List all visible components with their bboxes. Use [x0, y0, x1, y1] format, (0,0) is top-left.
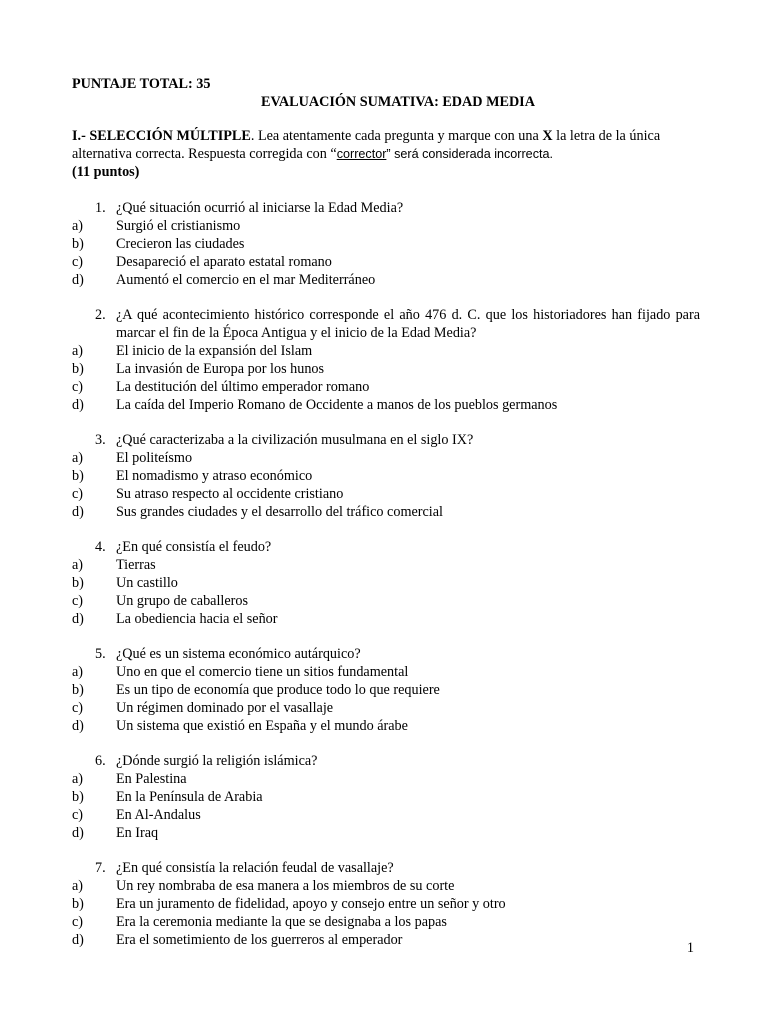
option-letter[interactable]: c) [72, 914, 84, 930]
answer-option[interactable] [72, 574, 700, 592]
question-number: 6. [95, 753, 106, 769]
question-list [72, 199, 700, 966]
question-5 [72, 645, 700, 735]
question-header [72, 306, 700, 342]
option-text: Un rey nombraba de esa manera a los miembros de su corte [116, 878, 455, 894]
option-letter[interactable]: b) [72, 896, 84, 912]
option-letter[interactable]: c) [72, 593, 84, 609]
option-text: En Palestina [116, 771, 187, 787]
option-text: En Iraq [116, 825, 159, 841]
answer-option[interactable] [72, 770, 700, 788]
answer-option[interactable] [72, 931, 700, 949]
answer-option[interactable] [72, 342, 700, 360]
option-letter[interactable]: b) [72, 236, 84, 252]
option-letter[interactable]: a) [72, 343, 84, 359]
section-heading: I.- SELECCIÓN MÚLTIPLE [72, 128, 251, 144]
question-text: ¿Dónde surgió la religión islámica? [116, 753, 318, 769]
option-letter[interactable]: a) [72, 878, 84, 894]
page-number: 1 [686, 940, 694, 956]
option-letter[interactable]: b) [72, 789, 84, 805]
option-letter[interactable]: b) [72, 468, 84, 484]
answer-option[interactable] [72, 913, 700, 931]
answer-option[interactable] [72, 806, 700, 824]
question-number: 1. [95, 200, 106, 216]
option-text: El politeísmo [116, 450, 193, 466]
option-letter[interactable]: d) [72, 825, 84, 841]
option-text: La obediencia hacia el señor [116, 611, 278, 627]
answer-option[interactable] [72, 699, 700, 717]
answer-option[interactable] [72, 681, 700, 699]
question-6 [72, 752, 700, 842]
option-letter[interactable]: c) [72, 807, 84, 823]
answer-option[interactable] [72, 485, 700, 503]
instructions-text-2: la letra de la única [552, 128, 661, 144]
option-letter[interactable]: c) [72, 254, 84, 270]
question-header [72, 199, 700, 217]
option-text: Aumentó el comercio en el mar Mediterráneo [116, 272, 376, 288]
answer-option[interactable] [72, 449, 700, 467]
option-letter[interactable]: d) [72, 397, 84, 413]
instructions-line-1 [72, 127, 700, 145]
option-text: Surgió el cristianismo [116, 218, 241, 234]
option-text: En la Península de Arabia [116, 789, 263, 805]
option-text: Tierras [116, 557, 156, 573]
option-letter[interactable]: a) [72, 664, 84, 680]
answer-option[interactable] [72, 378, 700, 396]
question-text: ¿Qué situación ocurrió al iniciarse la Edad Media? [116, 200, 404, 216]
option-text: Era la ceremonia mediante la que se designaba a los papas [116, 914, 447, 930]
question-1 [72, 199, 700, 289]
corrector-word: corrector [336, 147, 387, 161]
option-letter[interactable]: d) [72, 504, 84, 520]
question-text: ¿A qué acontecimiento histórico corresponde el año 476 d. C. que los historiadores han fijado para marcar el fin de la Época Antigua y el inicio de la Edad Media? [116, 307, 700, 341]
option-text: Un sistema que existió en España y el mundo árabe [116, 718, 408, 734]
option-letter[interactable]: a) [72, 450, 84, 466]
answer-option[interactable] [72, 217, 700, 235]
option-letter[interactable]: a) [72, 557, 84, 573]
option-text: La caída del Imperio Romano de Occidente a manos de los pueblos germanos [116, 397, 558, 413]
option-text: Era un juramento de fidelidad, apoyo y consejo entre un señor y otro [116, 896, 506, 912]
option-letter[interactable]: c) [72, 379, 84, 395]
question-number: 5. [95, 646, 106, 662]
option-text: Sus grandes ciudades y el desarrollo del tráfico comercial [116, 504, 443, 520]
answer-option[interactable] [72, 467, 700, 485]
answer-option[interactable] [72, 717, 700, 735]
option-text: En Al-Andalus [116, 807, 201, 823]
answer-option[interactable] [72, 271, 700, 289]
question-text: ¿Qué es un sistema económico autárquico? [116, 646, 361, 662]
answer-option[interactable] [72, 556, 700, 574]
answer-option[interactable] [72, 824, 700, 842]
instructions-text-1: . Lea atentamente cada pregunta y marque con una [250, 128, 543, 144]
question-2 [72, 306, 700, 414]
question-header [72, 538, 700, 556]
option-letter[interactable]: b) [72, 682, 84, 698]
question-3 [72, 431, 700, 521]
answer-option[interactable] [72, 610, 700, 628]
instructions-text-4: ” será considerada incorrecta. [386, 147, 553, 161]
option-letter[interactable]: a) [72, 771, 84, 787]
option-text: Un grupo de caballeros [116, 593, 248, 609]
question-text: ¿En qué consistía el feudo? [116, 539, 272, 555]
option-letter[interactable]: d) [72, 718, 84, 734]
answer-option[interactable] [72, 895, 700, 913]
question-header [72, 431, 700, 449]
option-letter[interactable]: c) [72, 700, 84, 716]
question-number: 2. [95, 307, 106, 323]
question-number: 4. [95, 539, 106, 555]
option-text: Un régimen dominado por el vasallaje [116, 700, 334, 716]
option-letter[interactable]: b) [72, 361, 84, 377]
option-text: El inicio de la expansión del Islam [116, 343, 313, 359]
answer-option[interactable] [72, 503, 700, 521]
question-number: 7. [95, 860, 106, 876]
option-letter[interactable]: a) [72, 218, 84, 234]
instructions-line-2 [72, 145, 700, 163]
option-text: Un castillo [116, 575, 178, 591]
option-letter[interactable]: d) [72, 932, 84, 948]
answer-option[interactable] [72, 877, 700, 895]
option-text: El nomadismo y atraso económico [116, 468, 313, 484]
answer-option[interactable] [72, 396, 700, 414]
instructions-text-3: alternativa correcta. Respuesta corregida con “ [72, 146, 337, 162]
document-title: EVALUACIÓN SUMATIVA: EDAD MEDIA [261, 94, 535, 110]
option-letter[interactable]: c) [72, 486, 84, 502]
question-7 [72, 859, 700, 949]
option-letter[interactable]: d) [72, 272, 84, 288]
answer-option[interactable] [72, 592, 700, 610]
question-4 [72, 538, 700, 628]
option-letter[interactable]: d) [72, 611, 84, 627]
option-text: Desapareció el aparato estatal romano [116, 254, 332, 270]
points-label: (11 puntos) [72, 164, 140, 180]
answer-option[interactable] [72, 253, 700, 271]
total-score: PUNTAJE TOTAL: 35 [72, 76, 211, 92]
mark-letter: X [542, 128, 553, 144]
answer-option[interactable] [72, 663, 700, 681]
answer-option[interactable] [72, 788, 700, 806]
question-header [72, 752, 700, 770]
option-text: Su atraso respecto al occidente cristiano [116, 486, 344, 502]
question-text: ¿Qué caracterizaba a la civilización musulmana en el siglo IX? [116, 432, 474, 448]
option-text: La invasión de Europa por los hunos [116, 361, 325, 377]
option-letter[interactable]: b) [72, 575, 84, 591]
instructions [72, 127, 700, 181]
question-header [72, 645, 700, 663]
option-text: La destitución del último emperador romano [116, 379, 370, 395]
answer-option[interactable] [72, 235, 700, 253]
option-text: Crecieron las ciudades [116, 236, 245, 252]
option-text: Era el sometimiento de los guerreros al emperador [116, 932, 403, 948]
question-text: ¿En qué consistía la relación feudal de vasallaje? [116, 860, 394, 876]
option-text: Uno en que el comercio tiene un sitios fundamental [116, 664, 409, 680]
answer-option[interactable] [72, 360, 700, 378]
question-header [72, 859, 700, 877]
question-number: 3. [95, 432, 106, 448]
option-text: Es un tipo de economía que produce todo lo que requiere [116, 682, 440, 698]
